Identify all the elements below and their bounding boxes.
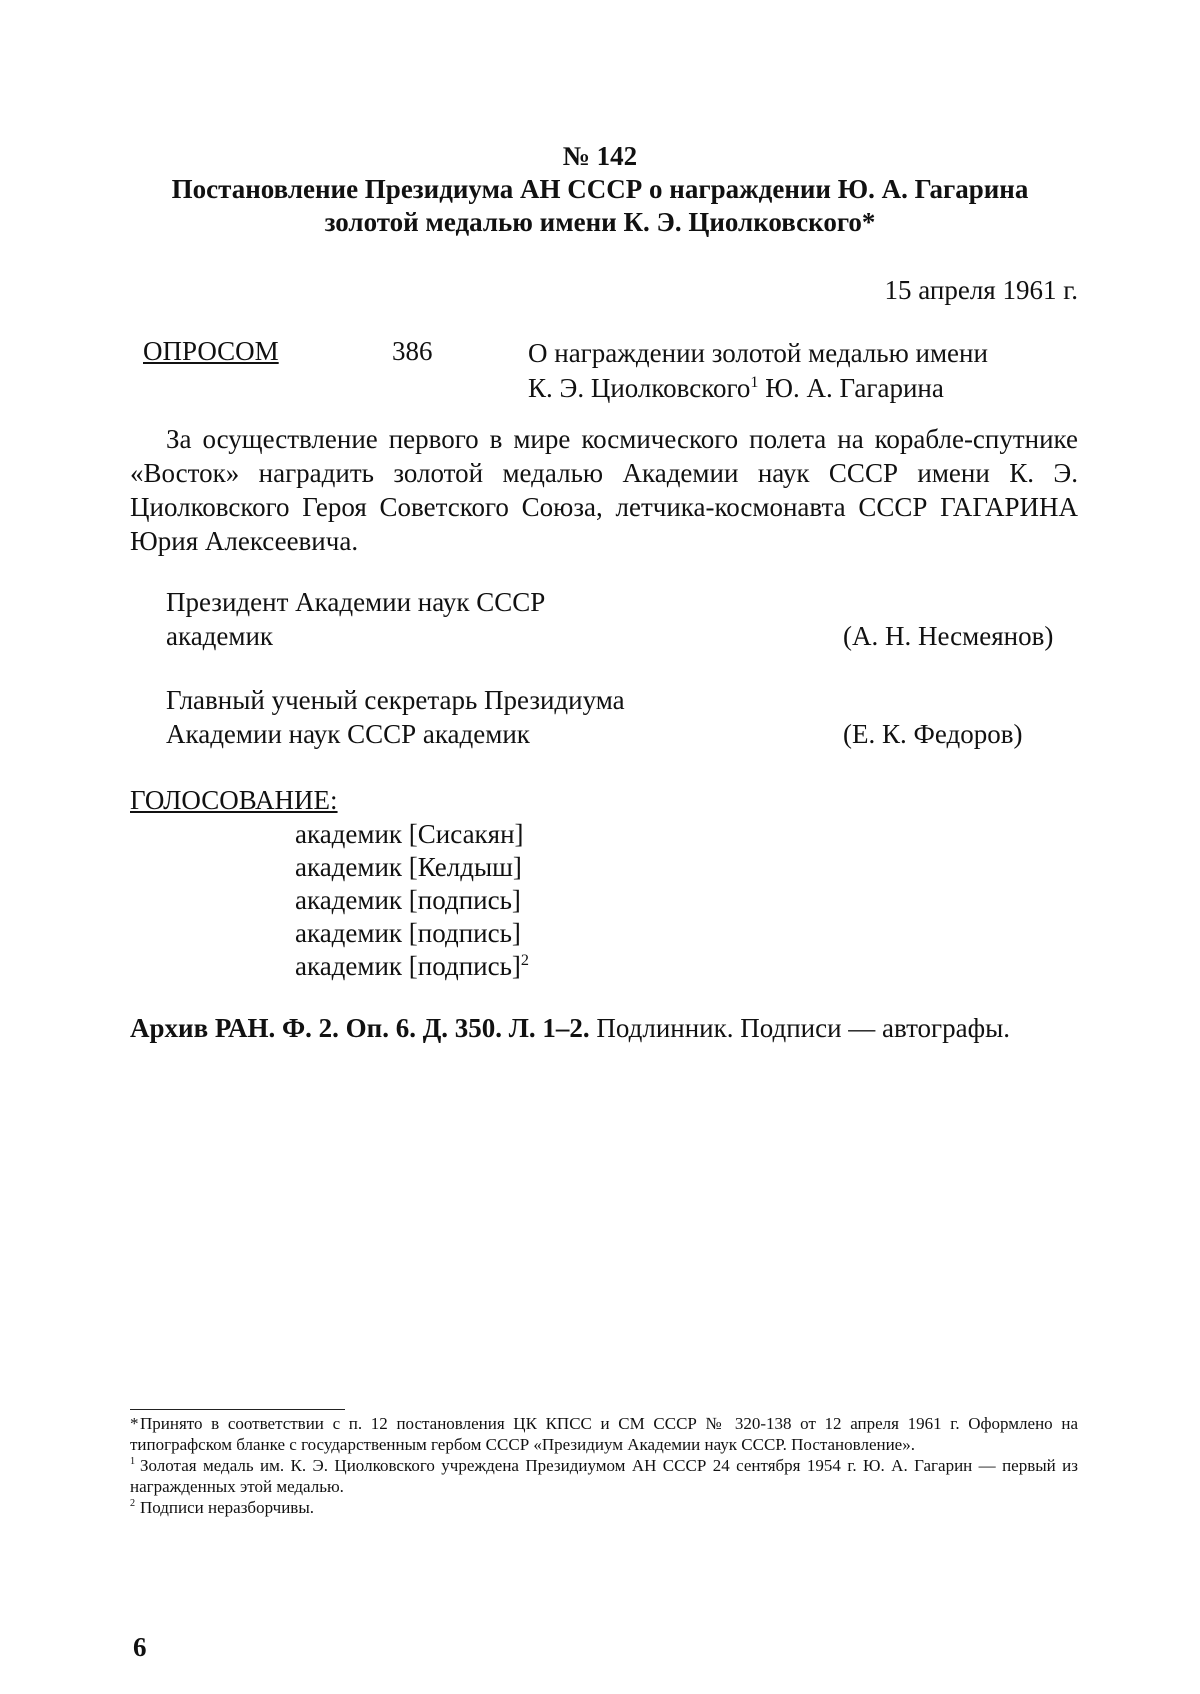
archive-reference <box>130 1013 1010 1044</box>
footnote-text: Подписи неразборчивы. <box>140 1498 315 1517</box>
footnote-text: Принято в соответствии с п. 12 постановления ЦК КПСС и СМ СССР № 320-138 от 12 апреля 1961 г. Оформлено на типографском бланке с государственным гербом СССР «Президиум Академии наук СССР. Постановление». <box>130 1414 1078 1454</box>
resolution-text: За осуществление первого в мире космического полета на корабле-спутнике «Восток» наградить золотой медалью Академии наук СССР имени К. Э. Циолковского Героя Советского Союза, летчика-космонавта СССР ГАГАРИНА Юрия Алексеевича. <box>130 424 1078 556</box>
archive-reference-bold: Архив РАН. Ф. 2. Оп. 6. Д. 350. Л. 1–2. <box>130 1013 590 1043</box>
footnote-mark: * <box>130 1414 139 1433</box>
footnote: $^2$ Подписи неразборчивы. <box>130 1498 315 1517</box>
voting-list <box>295 818 529 983</box>
title-footnote-mark: * <box>861 207 876 237</box>
footnotes <box>130 1413 1078 1518</box>
page-number: 6 <box>133 1632 147 1662</box>
signatory-1-role-line-1: Президент Академии наук СССР <box>166 587 546 617</box>
poll-subject <box>528 336 988 406</box>
voting-item-text: академик [подпись] <box>295 951 521 981</box>
poll-subject-line-1: О награждении золотой медалью имени <box>528 338 988 368</box>
document-title-block <box>0 140 1200 239</box>
voting-item: академик [Келдыш] <box>295 852 522 882</box>
poll-number: 386 <box>392 336 433 366</box>
voting-footnote-mark: 2 <box>520 951 529 969</box>
voting-item-last <box>295 950 529 983</box>
document-number: № 142 <box>562 141 638 171</box>
poll-label: ОПРОСОМ <box>143 336 279 366</box>
poll-subject-footnote-mark: 1 <box>750 373 759 391</box>
document-title-line-1: Постановление Президиума АН СССР о награждении Ю. А. Гагарина <box>171 174 1029 204</box>
signatory-2-name: (Е. К. Федоров) <box>843 719 1023 749</box>
signatory-1-name: (А. Н. Несмеянов) <box>843 621 1054 651</box>
footnote: $^1$ Золотая медаль им. К. Э. Циолковского учреждена Президиумом АН СССР 24 сентября 1954 г. Ю. А. Гагарин — первый из награжденных этой медалью. <box>130 1456 1078 1496</box>
voting-item: академик [Сисакян] <box>295 819 524 849</box>
signatory-1-role <box>166 585 545 653</box>
archive-reference-text: Подлинник. Подписи — автографы. <box>589 1013 1010 1043</box>
document-title-line-2-text: золотой медалью имени К. Э. Циолковского <box>324 207 862 237</box>
voting-item: академик [подпись] <box>295 918 521 948</box>
voting-label: ГОЛОСОВАНИЕ: <box>130 785 338 815</box>
footnote-text: Золотая медаль им. К. Э. Циолковского учреждена Президиумом АН СССР 24 сентября 1954 г. Ю. А. Гагарин — первый из награжденных этой медалью. <box>130 1456 1078 1496</box>
document-date: 15 апреля 1961 г. <box>884 275 1078 305</box>
poll-subject-line-2b: Ю. А. Гагарина <box>758 373 944 403</box>
signatory-1-role-line-2: академик <box>166 621 274 651</box>
poll-subject-line-2 <box>528 371 988 406</box>
footnote-divider <box>130 1409 345 1410</box>
voting-item: академик [подпись] <box>295 885 521 915</box>
signatory-2-role-line-1: Главный ученый секретарь Президиума <box>166 685 625 715</box>
document-title-line-2 <box>0 206 1200 239</box>
signatory-2-role <box>166 683 625 751</box>
poll-subject-line-2a: К. Э. Циолковского <box>528 373 751 403</box>
footnote <box>130 1413 1078 1455</box>
signatory-2-role-line-2: Академии наук СССР академик <box>166 719 530 749</box>
